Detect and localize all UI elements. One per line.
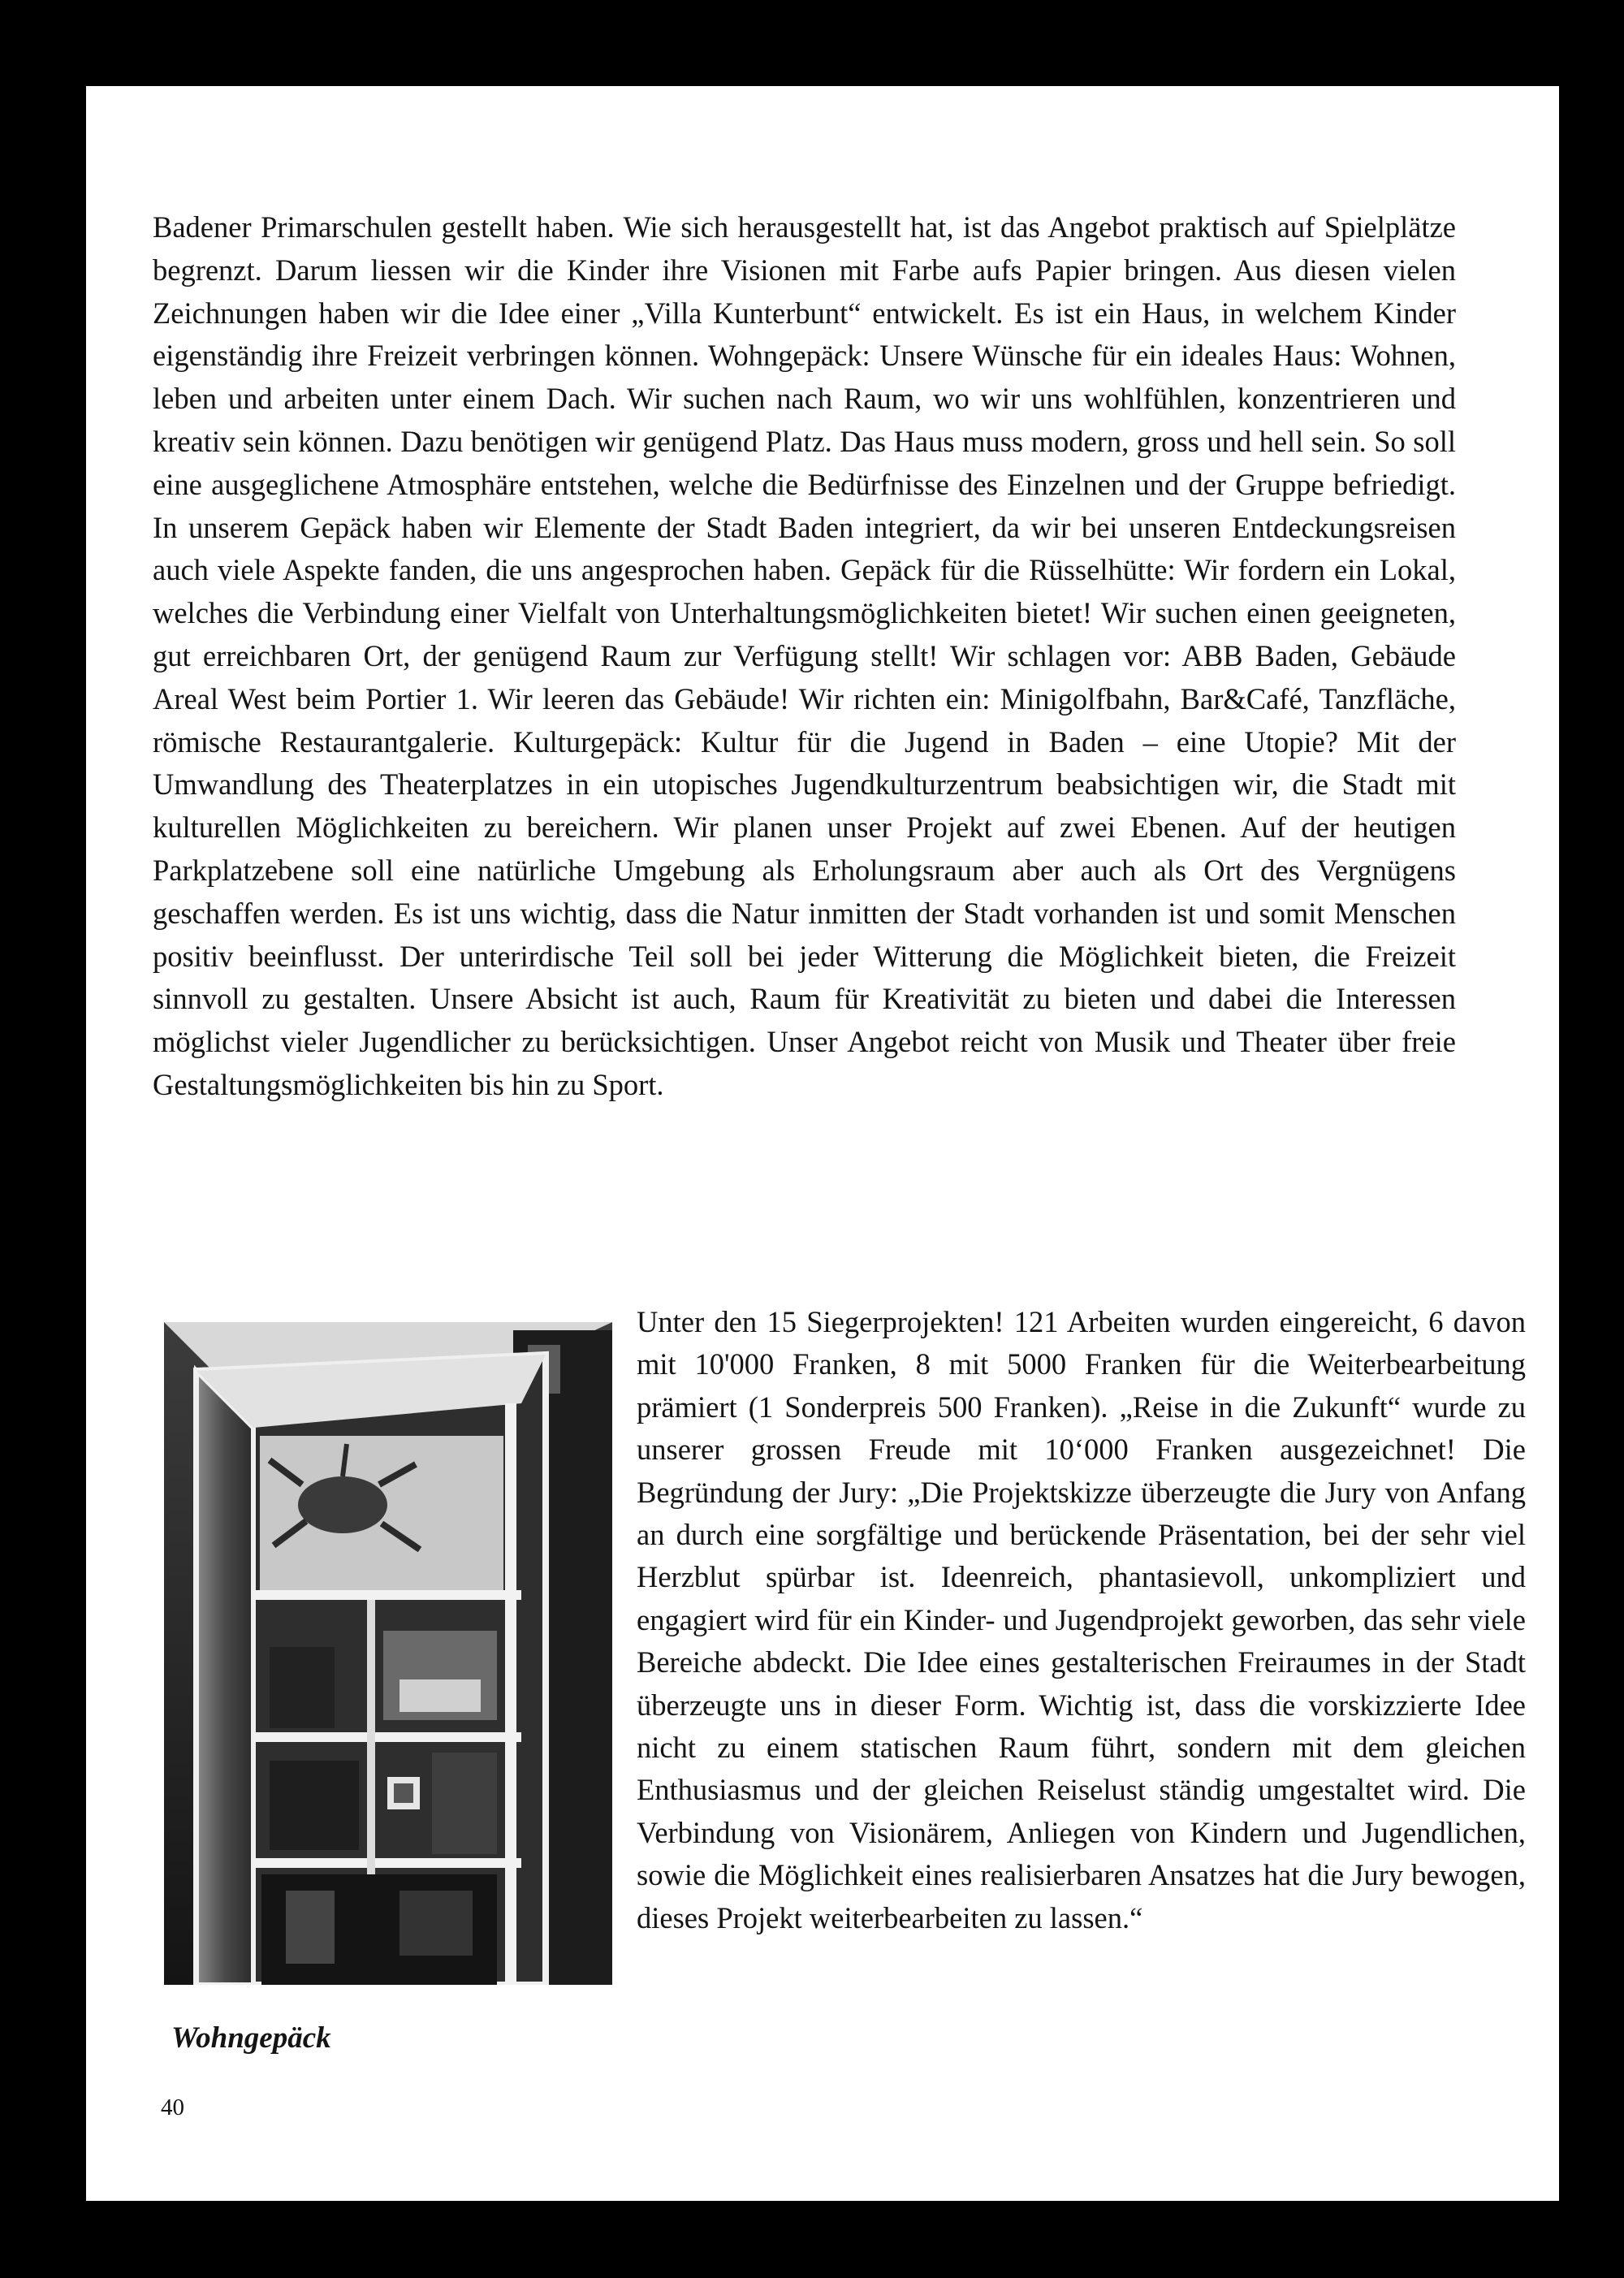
photo-caption: Wohngepäck xyxy=(171,2021,331,2055)
jury-paragraph: Unter den 15 Siegerprojekten! 121 Arbeiten wurden eingereicht, 6 davon mit 10'000 Franken, 8 mit 5000 Franken für die Weiterbearbeitung prämiert (1 Sonderpreis 500 Franken). „Reise in die Zukunft“ wurde zu unserer grossen Freude mit 10‘000 Franken ausgezeichnet! Die Begründung der Jury: „Die Projektskizze überzeugte die Jury von Anfang an durch eine sorgfältige und berückende Präsentation, bei der sehr viel Herzblut spürbar ist. Ideenreich, phantasievoll, unkompliziert und engagiert wird für ein Kinder- und Jugendprojekt geworben, das sehr viele Bereiche abdeckt. Die Idee eines gestalterischen Freiraumes in der Stadt überzeugte uns in dieser Form. Wichtig ist, dass die vorskizzierte Idee nicht zu einem statischen Raum führt, sondern mit dem gleichen Enthusiasmus und der gleichen Reiselust ständig umgestaltet wird. Die Verbindung von Visionärem, Anliegen von Kindern und Jugendlichen, sowie die Möglichkeit eines realisierbaren Ansatzes hat die Jury bewogen, dieses Projekt weiterbearbeiten zu lassen.“ xyxy=(637,1305,1526,1934)
main-paragraph: Badener Primarschulen gestellt haben. Wie sich herausgestellt hat, ist das Angebot praktisch auf Spielplätze begrenzt. Darum liessen wir die Kinder ihre Visionen mit Farbe aufs Papier bringen. Aus diesen vielen Zeichnungen haben wir die Idee einer „Villa Kunterbunt“ entwickelt. Es ist ein Haus, in welchem Kinder eigenständig ihre Freizeit verbringen können. Wohngepäck: Unsere Wünsche für ein ideales Haus: Wohnen, leben und arbeiten unter einem Dach. Wir suchen nach Raum, wo wir uns wohlfühlen, konzentrieren und kreativ sein können. Dazu benötigen wir genügend Platz. Das Haus muss modern, gross und hell sein. So soll eine ausgeglichene Atmosphäre entstehen, welche die Bedürfnisse des Einzelnen und der Gruppe befriedigt. In unserem Gepäck haben wir Elemente der Stadt Baden integriert, da wir bei unseren Entdeckungsreisen auch viele Aspekte fanden, die uns angesprochen haben. Gepäck für die Rüsselhütte: Wir fordern ein Lokal, welches die Verbindung einer Vielfalt von Unterhaltungsmöglichkeiten bietet! Wir suchen einen geeigneten, gut erreichbaren Ort, der genügend Raum zur Verfügung stellt! Wir schlagen vor: ABB Baden, Gebäude Areal West beim Portier 1. Wir leeren das Gebäude! Wir richten ein: Minigolfbahn, Bar&Café, Tanzfläche, römische Restaurantgalerie. Kulturgepäck: Kultur für die Jugend in Baden – eine Utopie? Mit der Umwandlung des Theaterplatzes in ein utopisches Jugendkulturzentrum beabsichtigen wir, die Stadt mit kulturellen Möglichkeiten zu bereichern. Wir planen unser Projekt auf zwei Ebenen. Auf der heutigen Parkplatzebene soll eine natürliche Umgebung als Erholungsraum aber auch als Ort des Vergnügens geschaffen werden. Es ist uns wichtig, dass die Natur inmitten der Stadt vorhanden ist und somit Menschen positiv beeinflusst. Der unterirdische Teil soll bei jeder Witterung die Möglichkeit bieten, die Freizeit sinnvoll zu gestalten. Unsere Absicht ist auch, Raum für Kreativität zu bieten und dabei die Interessen möglichst vieler Jugendlicher zu berücksichtigen. Unser Angebot reicht von Musik und Theater über freie Gestaltungsmöglichkeiten bis hin zu Sport. xyxy=(153,210,1456,1101)
page-number: 40 xyxy=(161,2094,184,2120)
wohngepaeck-photo xyxy=(164,1322,612,1985)
document-page xyxy=(86,86,1559,2201)
